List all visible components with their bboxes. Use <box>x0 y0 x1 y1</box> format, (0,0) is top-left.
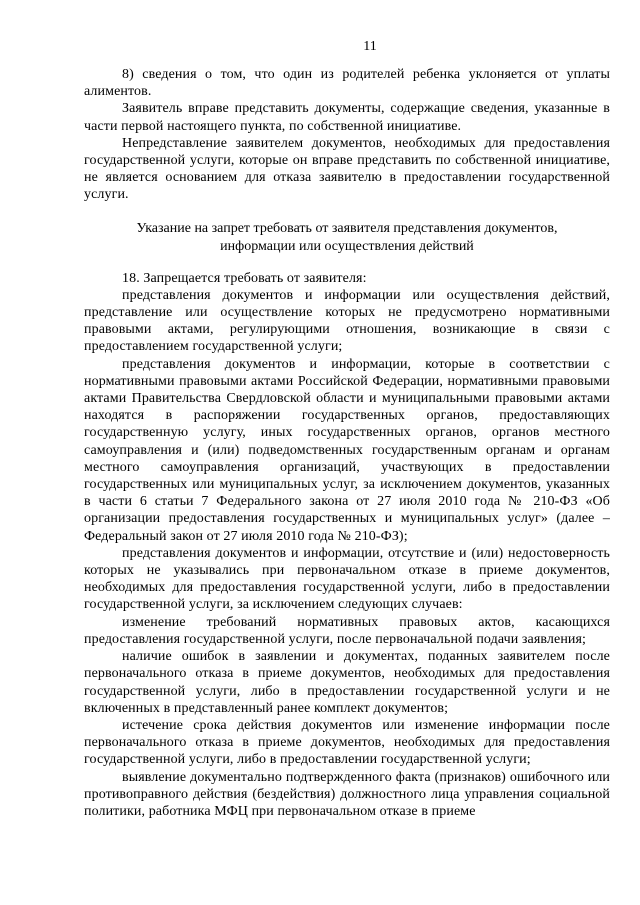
item-18-paragraph: истечение срока действия документов или изменение информации после первоначального отказа в приеме документов, необходимых для предоставления государственной услуги, либо в предоставлении государственной услуги; <box>84 717 610 768</box>
paragraph-non-submission: Непредставление заявителем документов, необходимых для предоставления государственной услуги, которые он вправе представить по собственной инициативе, не является основанием для отказа заявителю в предоставлении государственной услуги. <box>84 135 610 203</box>
item-18-paragraph: наличие ошибок в заявлении и документах, поданных заявителем после первоначального отказа в приеме документов, необходимых для предоставления государственной услуги, либо в предоставлении государственной услуги и не включенных в представленный ранее комплект документов; <box>84 649 610 716</box>
section-heading-line-2: информации или осуществления действий <box>220 238 474 254</box>
item-18-paragraph: изменение требований нормативных правовых актов, касающихся предоставления государственной услуги, после первоначальной подачи заявления; <box>84 614 610 647</box>
item-18-paragraph: представления документов и информации или осуществления действий, представление или осуществление которых не предусмотрено нормативными правовыми актами, регулирующими отношения, возникающие в связи с предоставлением государственной услуги; <box>84 287 610 355</box>
section-heading-line-1: Указание на запрет требовать от заявителя представления документов, <box>136 220 558 236</box>
item-18-title: 18. Запрещается требовать от заявителя: <box>122 270 367 286</box>
page-number: 11 <box>363 39 377 54</box>
paragraph-alimony: 8) сведения о том, что один из родителей ребенка уклоняется от уплаты алиментов. <box>84 67 610 100</box>
paragraph-own-initiative: Заявитель вправе представить документы, содержащие сведения, указанные в части первой настоящего пункта, по собственной инициативе. <box>84 101 610 134</box>
item-18-paragraph: представления документов и информации, которые в соответствии с нормативными правовыми актами Российской Федерации, нормативными правовыми актами Правительства Свердловской области и муниципальными правовыми актами находятся в распоряжении государственных органов, предоставляющих государственную услугу, иных государственных органов, органов местного самоуправления и (или) подведомственных государственным органам и органам местного самоуправления организаций, участвующих в предоставлении государственных или муниципальных услуг, за исключением документов, указанных в части 6 статьи 7 Федерального закона от 27 июля 2010 года № 210-ФЗ «Об организации предоставления государственных и муниципальных услуг» (далее – Федеральный закон от 27 июля 2010 года № 210-ФЗ); <box>84 356 610 544</box>
section-heading <box>84 220 610 256</box>
item-18-paragraph: выявление документально подтвержденного факта (признаков) ошибочного или противоправного действия (бездействия) должностного лица управления социальной политики, работника МФЦ при первоначальном отказе в приеме <box>84 769 610 819</box>
item-18-paragraph: представления документов и информации, отсутствие и (или) недостоверность которых не указывались при первоначальном отказе в приеме документов, необходимых для предоставления государственной услуги, либо в предоставлении государственной услуги, за исключением следующих случаев: <box>84 545 610 613</box>
